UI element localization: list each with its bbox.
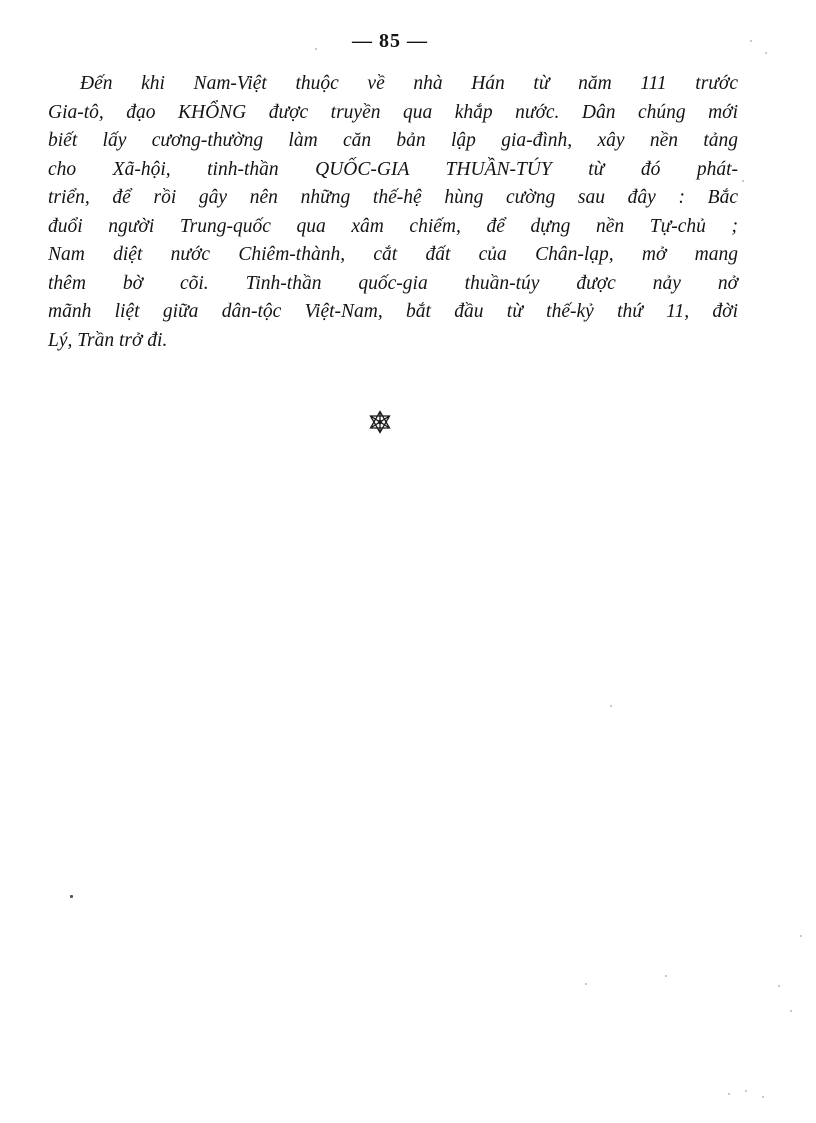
scan-speck: [70, 895, 73, 898]
page-number: — 85 —: [352, 30, 428, 52]
text-line: Đến khi Nam-Việt thuộc về nhà Hán từ năm 111 trước: [80, 73, 738, 94]
text-line: Lý, Trần trở đi.: [48, 329, 168, 351]
text-line: mãnh liệt giữa dân-tộc Việt-Nam, bắt đầu từ thế-kỷ thứ 11, đời: [48, 301, 738, 322]
scan-speck: [585, 983, 587, 985]
scan-speck: [728, 1093, 730, 1095]
text-line: cho Xã-hội, tinh-thần QUỐC-GIA THUẦN-TÚY từ đó phát-: [48, 158, 738, 180]
text-line: thêm bờ cõi. Tinh-thần quốc-gia thuần-túy được nảy nở: [48, 272, 738, 294]
scan-speck: [745, 1090, 747, 1092]
scan-speck: [790, 1010, 792, 1012]
scan-speck: [750, 40, 752, 42]
scan-speck: [610, 705, 612, 707]
body-paragraph: [48, 70, 738, 355]
scan-speck: [315, 48, 317, 50]
scan-speck: [778, 985, 780, 987]
scan-speck: [765, 52, 767, 54]
text-line: Nam diệt nước Chiêm-thành, cắt đất của Chân-lạp, mở mang: [48, 244, 738, 265]
text-line: biết lấy cương-thường làm căn bản lập gia-đình, xây nền tảng: [48, 130, 738, 151]
scan-speck: [665, 975, 667, 977]
scan-speck: [742, 180, 744, 182]
text-line: đuổi người Trung-quốc qua xâm chiếm, để dựng nền Tự-chủ ;: [48, 215, 738, 237]
text-line: triển, để rồi gây nên những thế-hệ hùng cường sau đây : Bắc: [48, 187, 738, 208]
scan-speck: [762, 1096, 764, 1098]
star-ornament-icon: [368, 410, 392, 434]
text-line: Gia-tô, đạo KHỔNG được truyền qua khắp nước. Dân chúng mới: [48, 101, 738, 123]
scan-speck: [800, 935, 802, 937]
